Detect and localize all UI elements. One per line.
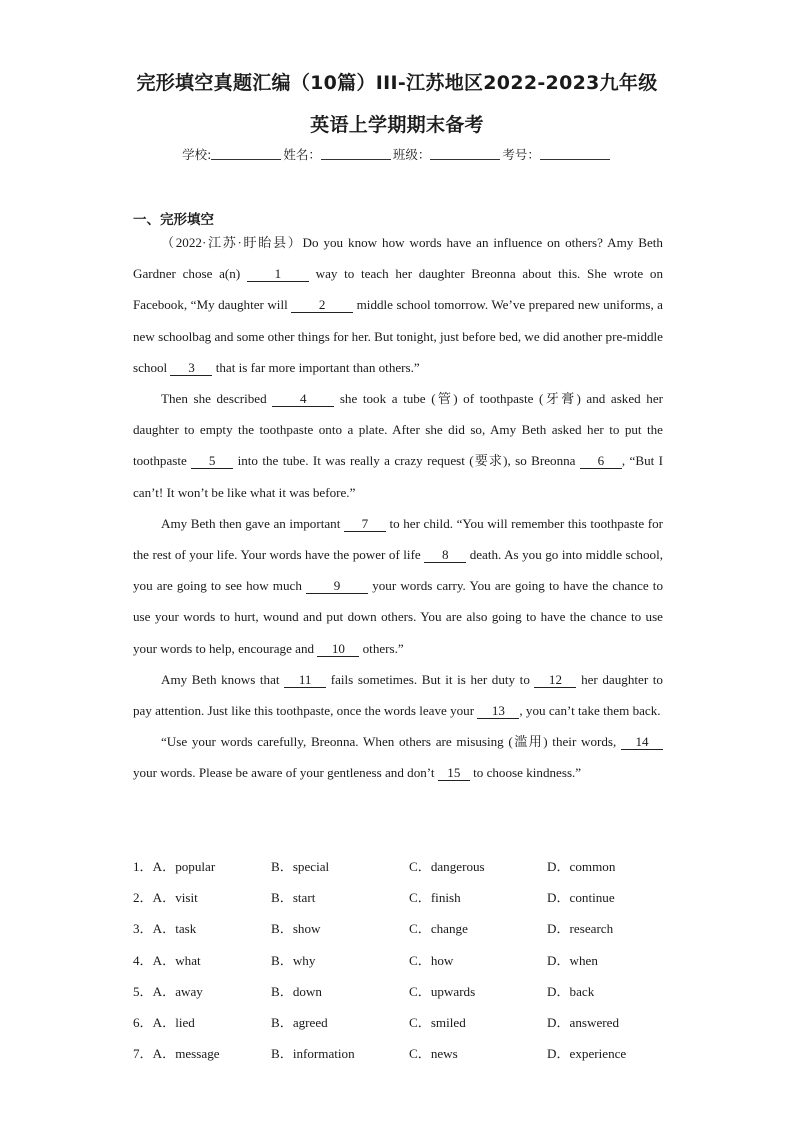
blank-12[interactable]: 12 bbox=[534, 673, 576, 688]
paragraph-5: “Use your words carefully, Breonna. When others are misusing (滥用) their words, 14 your words. Please be aware of your gentleness and don’t 15 to choose kindness.” bbox=[133, 726, 663, 788]
option-a[interactable]: 6．A．lied bbox=[133, 1014, 195, 1030]
option-d[interactable]: D．common bbox=[547, 859, 616, 874]
blank-14[interactable]: 14 bbox=[621, 735, 663, 750]
blank-11[interactable]: 11 bbox=[284, 673, 326, 688]
blank-3[interactable]: 3 bbox=[170, 361, 212, 376]
option-b[interactable]: B．special bbox=[271, 859, 330, 874]
paragraph-2: Then she described 4 she took a tube (管) of toothpaste (牙膏) and asked her daughter to empty the toothpaste onto a plate. After she did so, Amy Beth asked her to put the toothpaste 5 into the tube. It was really a crazy request (要求), so Breonna 6 , “But I can’t! It won’t be like what it was before.” bbox=[133, 391, 663, 500]
document-title-line2: 英语上学期期末备考 bbox=[310, 114, 484, 136]
section-heading: 一、完形填空 bbox=[133, 212, 214, 228]
paragraph-4: Amy Beth knows that 11 fails sometimes. But it is her duty to 12 her daughter to pay attention. Just like this toothpaste, once the words leave your 13 , you can’t take them back. bbox=[133, 671, 663, 719]
question-row bbox=[133, 976, 693, 1007]
blank-15[interactable]: 15 bbox=[438, 766, 470, 781]
option-d[interactable]: D．back bbox=[547, 983, 595, 999]
option-c[interactable]: C．news bbox=[409, 1046, 458, 1062]
name-label: 姓名： bbox=[283, 147, 321, 162]
blank-8[interactable]: 8 bbox=[424, 548, 466, 563]
school-blank[interactable] bbox=[211, 147, 281, 160]
question-row bbox=[133, 945, 693, 976]
option-c[interactable]: C．change bbox=[409, 921, 468, 937]
question-row bbox=[133, 1038, 693, 1069]
option-c[interactable]: C．dangerous bbox=[409, 859, 485, 874]
option-a[interactable]: 3．A．task bbox=[133, 921, 197, 937]
option-d[interactable]: D．experience bbox=[547, 1046, 627, 1062]
option-a[interactable]: 7．A．message bbox=[133, 1046, 220, 1062]
option-b[interactable]: B．start bbox=[271, 890, 316, 906]
option-a[interactable]: 4．A．what bbox=[133, 952, 201, 968]
paragraph-3: Amy Beth then gave an important 7 to her child. “You will remember this toothpaste for the rest of your life. Your words have the power of life 8 death. As you go into middle school, you are going to see how much 9 your words carry. You are going to have the chance to use your words to hurt, wound and put down others. You are also going to have the chance to use your words to help, encourage and 10 others.” bbox=[133, 515, 663, 656]
number-blank[interactable] bbox=[540, 147, 610, 160]
option-d[interactable]: D．continue bbox=[547, 890, 615, 906]
option-b[interactable]: B．down bbox=[271, 983, 322, 999]
school-label: 学校: bbox=[182, 147, 212, 162]
option-b[interactable]: B．information bbox=[271, 1046, 355, 1062]
option-d[interactable]: D．when bbox=[547, 952, 598, 968]
blank-10[interactable]: 10 bbox=[317, 642, 359, 657]
option-d[interactable]: D．research bbox=[547, 921, 614, 937]
source-note: （2022·江苏·盱眙县） bbox=[161, 235, 303, 250]
number-label: 考号： bbox=[502, 147, 540, 162]
class-label: 班级： bbox=[392, 147, 431, 162]
option-b[interactable]: B．agreed bbox=[271, 1014, 328, 1030]
option-a[interactable]: 2．A．visit bbox=[133, 890, 198, 906]
class-blank[interactable] bbox=[430, 147, 500, 160]
option-a[interactable]: 1．A．popular bbox=[133, 859, 216, 874]
document-title-line1: 完形填空真题汇编（10篇）III-江苏地区2022-2023九年级 bbox=[136, 72, 658, 94]
blank-2[interactable]: 2 bbox=[291, 298, 353, 313]
option-c[interactable]: C．upwards bbox=[409, 983, 476, 999]
name-blank[interactable] bbox=[321, 147, 391, 160]
question-row bbox=[133, 913, 693, 944]
question-options bbox=[133, 851, 693, 1069]
option-d[interactable]: D．answered bbox=[547, 1014, 619, 1030]
blank-1[interactable]: 1 bbox=[247, 267, 309, 282]
blank-7[interactable]: 7 bbox=[344, 517, 386, 532]
question-row bbox=[133, 851, 693, 882]
option-a[interactable]: 5．A．away bbox=[133, 983, 203, 999]
student-info-line bbox=[0, 145, 794, 163]
option-c[interactable]: C．smiled bbox=[409, 1014, 466, 1030]
question-row bbox=[133, 882, 693, 913]
question-row bbox=[133, 1007, 693, 1038]
cloze-passage bbox=[133, 227, 663, 789]
blank-4[interactable]: 4 bbox=[272, 392, 334, 407]
blank-13[interactable]: 13 bbox=[477, 704, 519, 719]
blank-5[interactable]: 5 bbox=[191, 454, 233, 469]
option-c[interactable]: C．finish bbox=[409, 890, 461, 906]
blank-6[interactable]: 6 bbox=[580, 454, 622, 469]
blank-9[interactable]: 9 bbox=[306, 579, 368, 594]
paragraph-1: （2022·江苏·盱眙县）Do you know how words have an influence on others? Amy Beth Gardner chose a(n) 1 way to teach her daughter Breonna about this. She wrote on Facebook, “My daughter will 2 middle school tomorrow. We’ve prepared new uniforms, a new schoolbag and some other things for her. But tonight, just before bed, we did another pre-middle school 3 that is far more important than others.” bbox=[133, 235, 663, 375]
option-b[interactable]: B．why bbox=[271, 952, 316, 968]
option-c[interactable]: C．how bbox=[409, 952, 454, 968]
option-b[interactable]: B．show bbox=[271, 921, 321, 937]
